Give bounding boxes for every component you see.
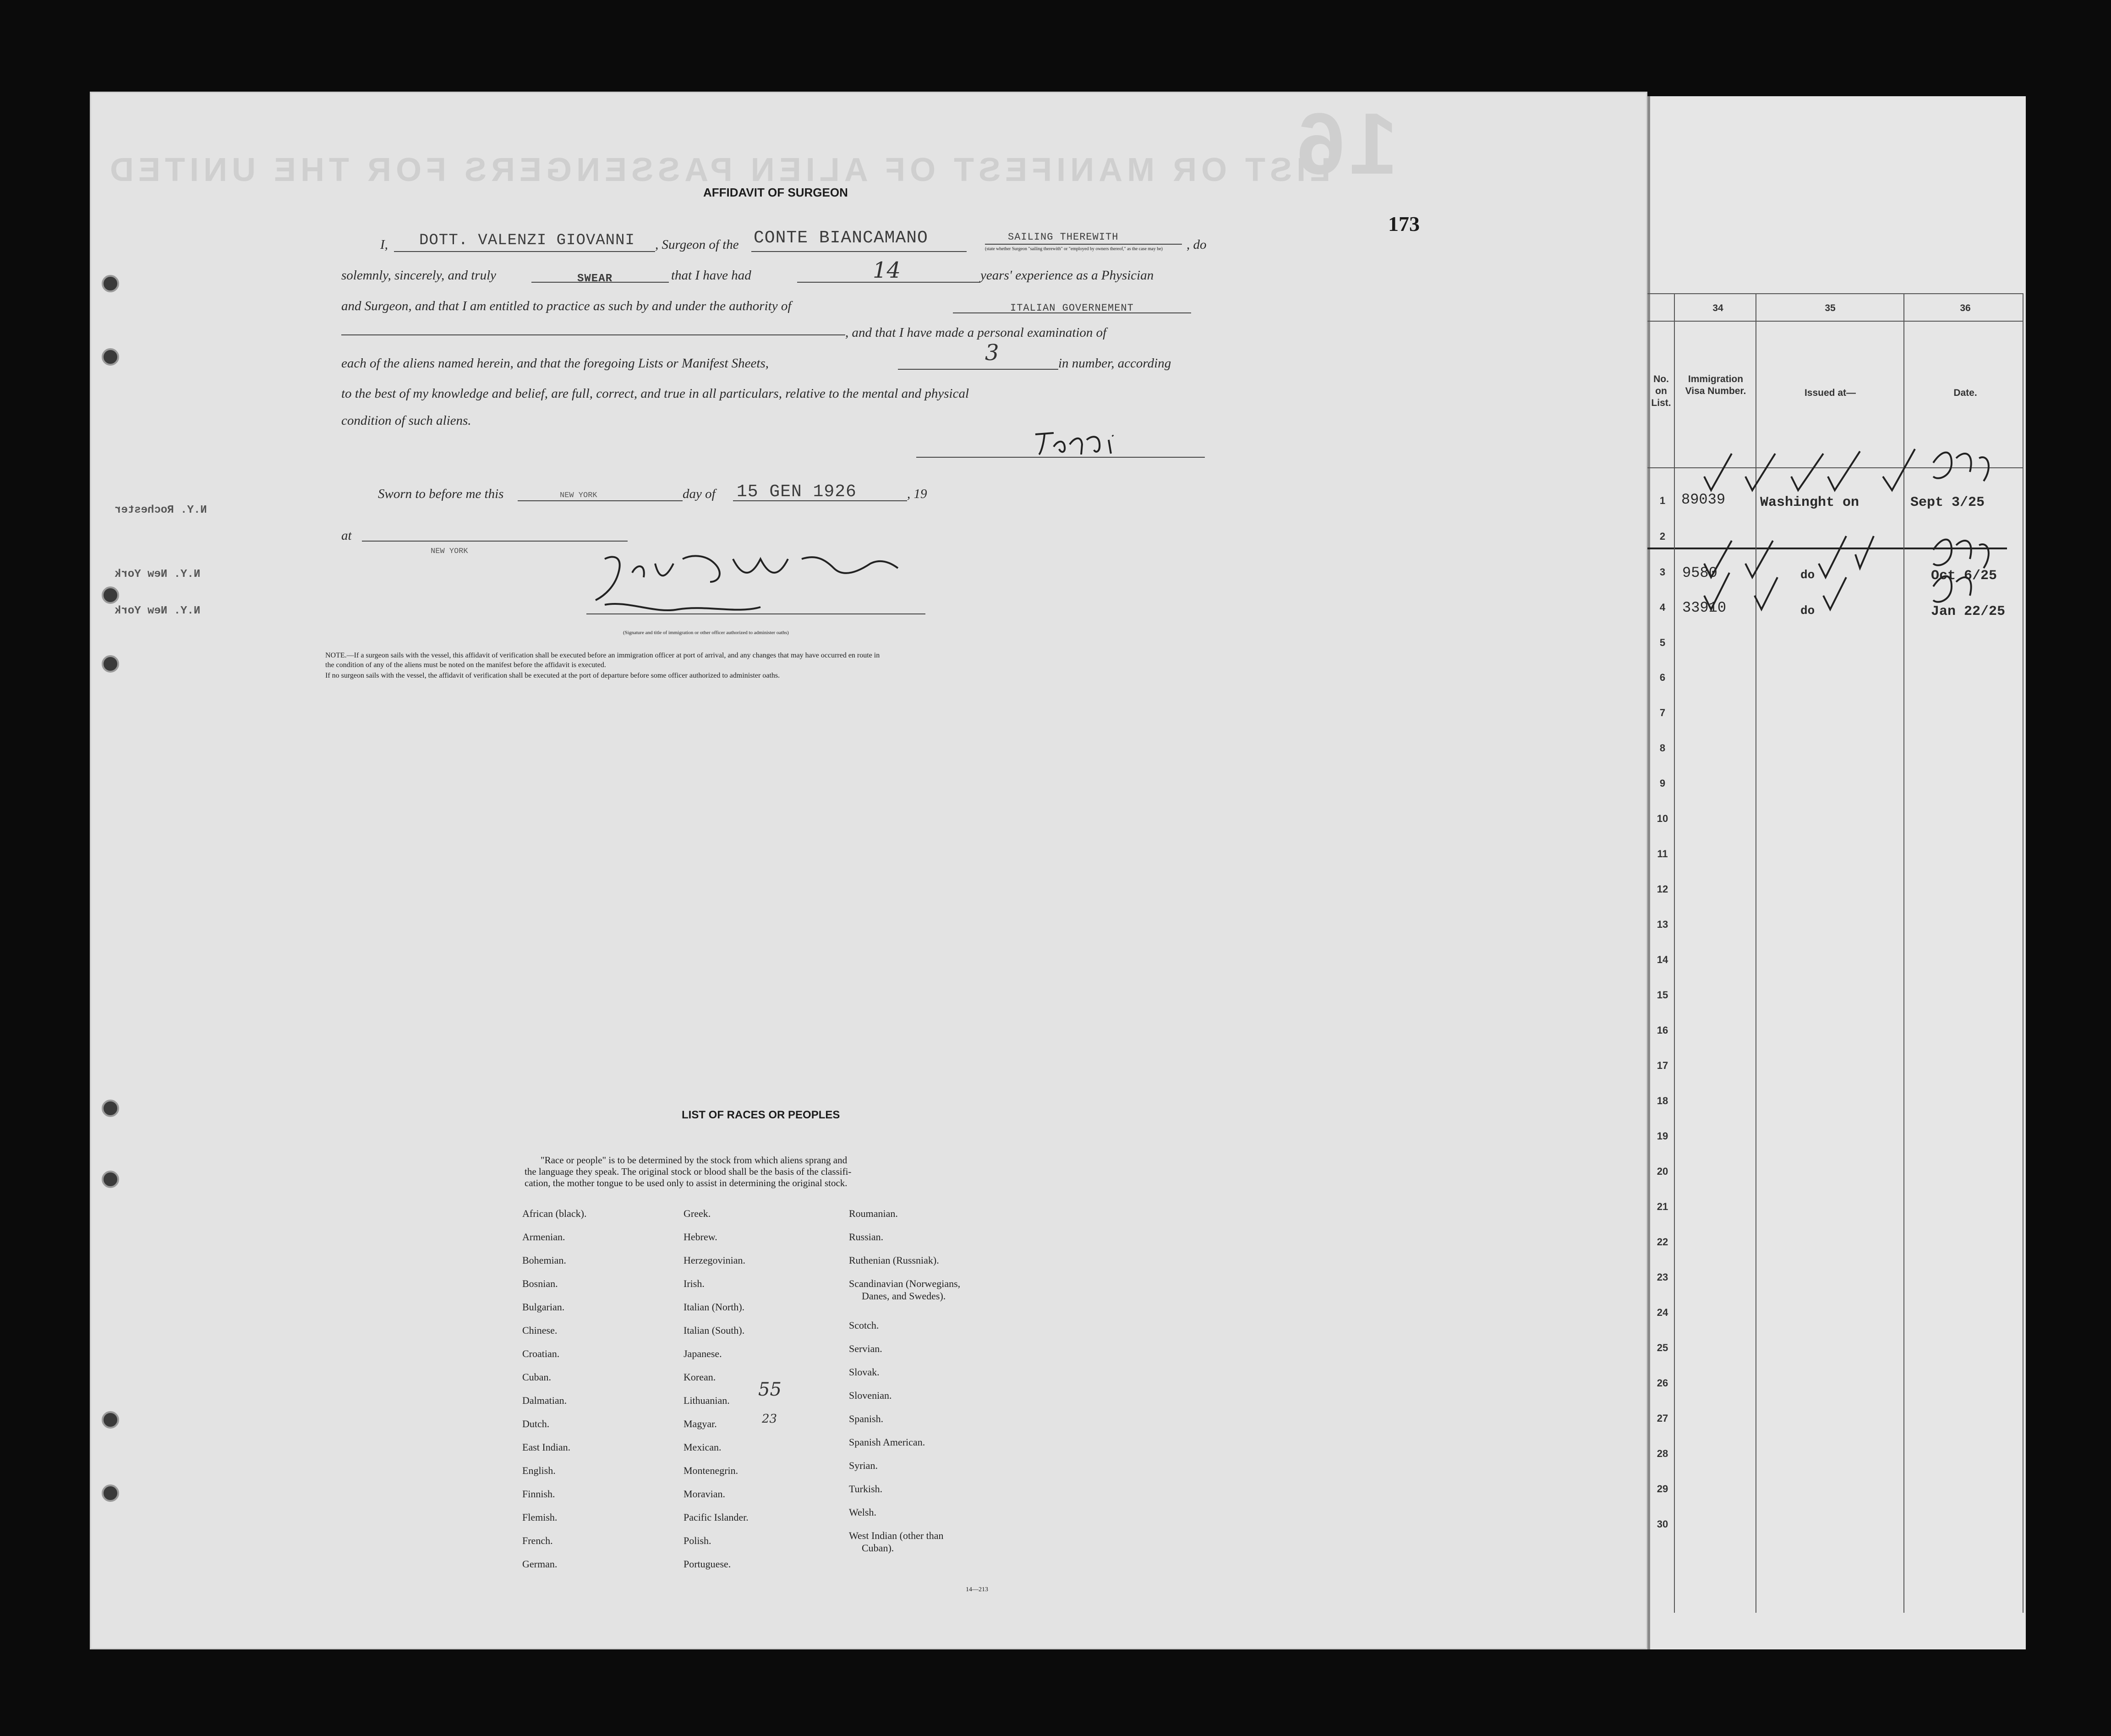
race-item: Russian. — [849, 1231, 884, 1243]
officer-caption: (Signature and title of immigration or other officer authorized to administer oaths) — [623, 630, 789, 635]
surgeon-signature — [916, 426, 1209, 463]
race-item: Japanese. — [684, 1348, 722, 1359]
issued-at: Washinght on — [1760, 495, 1859, 510]
race-item: Lithuanian. — [684, 1395, 730, 1406]
races-title: LIST OF RACES OR PEOPLES — [682, 1109, 840, 1121]
col-issued-header: Issued at— — [1804, 388, 1856, 398]
race-item: Spanish. — [849, 1413, 884, 1424]
table-rule — [1674, 293, 1675, 1613]
row-number: 19 — [1657, 1130, 1668, 1142]
punch-hole — [102, 348, 119, 366]
race-item: Servian. — [849, 1343, 882, 1354]
race-item: Scotch. — [849, 1320, 879, 1331]
years-line — [797, 282, 980, 283]
col-date-header: Date. — [1953, 388, 1977, 398]
race-item: Cuban). — [862, 1542, 894, 1554]
day-of-label: day of — [683, 487, 716, 501]
race-item: Slovenian. — [849, 1390, 892, 1401]
sailing-status-line — [985, 244, 1182, 245]
ship-name: CONTE BIANCAMANO — [754, 228, 928, 248]
races-intro-3: cation, the mother tongue to be used only to assist in determining the original stock. — [525, 1177, 848, 1188]
row-number: 10 — [1657, 813, 1668, 824]
ghost-title: LIST OR MANIFEST OF ALIEN PASSENGERS FOR THE UNITED — [105, 152, 1331, 188]
punch-hole — [102, 1411, 119, 1429]
row-number: 25 — [1657, 1342, 1668, 1353]
race-item: Dalmatian. — [522, 1395, 567, 1406]
row-number: 11 — [1657, 848, 1668, 860]
sworn-place-line — [518, 500, 683, 501]
race-item: Bohemian. — [522, 1254, 566, 1266]
issued-at: do — [1800, 604, 1815, 618]
visa-date: Jan 22/25 — [1931, 604, 2006, 619]
race-item: Bosnian. — [522, 1278, 558, 1289]
race-item: African (black). — [522, 1208, 587, 1219]
row-number: 23 — [1657, 1271, 1668, 1283]
oath-line — [531, 282, 669, 283]
row-number: 16 — [1657, 1024, 1668, 1036]
affidavit-line5a: each of the aliens named herein, and that the foregoing Lists or Manifest Sheets, — [341, 356, 769, 371]
race-item: Finnish. — [522, 1488, 555, 1500]
surgeon-name-line — [394, 251, 655, 252]
authority-line — [953, 312, 1191, 313]
bleed-text-c: N.Y. New York — [115, 605, 201, 617]
surgeon-of-label: , Surgeon of the — [655, 237, 739, 252]
race-item: Hebrew. — [684, 1231, 717, 1243]
oath-word: SWEAR — [577, 273, 613, 285]
race-item: Magyar. — [684, 1418, 717, 1429]
affidavit-line4: , and that I have made a personal examination of — [845, 325, 1107, 340]
affidavit-line5b: in number, according — [1058, 356, 1171, 371]
do-label: , do — [1187, 237, 1207, 252]
race-item: Italian (South). — [684, 1325, 745, 1336]
visa-date: Oct 6/25 — [1931, 568, 1997, 584]
race-item: Korean. — [684, 1371, 716, 1383]
col-no-header: No. on List. — [1651, 374, 1671, 408]
race-item: Herzegovinian. — [684, 1254, 745, 1266]
row-number: 30 — [1657, 1518, 1668, 1530]
row-number: 28 — [1657, 1448, 1668, 1459]
row-number: 12 — [1657, 883, 1668, 895]
row-number: 6 — [1659, 672, 1666, 683]
race-item: Welsh. — [849, 1506, 876, 1518]
race-item: East Indian. — [522, 1441, 571, 1453]
visa-number: 9580 — [1682, 564, 1717, 581]
races-intro-1: "Race or people" is to be determined by the stock from which aliens sprang and — [541, 1155, 848, 1166]
handwritten-note-a: 55 — [758, 1379, 782, 1400]
row-number: 17 — [1657, 1060, 1668, 1071]
sheet-count-line — [898, 369, 1058, 370]
race-item: Spanish American. — [849, 1436, 925, 1448]
row-number: 5 — [1659, 637, 1666, 648]
row-number: 27 — [1657, 1413, 1668, 1424]
table-rule — [1647, 321, 2023, 322]
row-number: 22 — [1657, 1236, 1668, 1248]
at-label: at — [341, 528, 352, 543]
row-number: 7 — [1659, 707, 1666, 718]
ship-name-line — [751, 251, 967, 252]
race-item: Moravian. — [684, 1488, 726, 1500]
race-item: Montenegrin. — [684, 1465, 738, 1476]
sailing-status: SAILING THEREWITH — [1008, 231, 1119, 243]
page-number: 173 — [1388, 212, 1420, 235]
row-number: 9 — [1659, 778, 1666, 789]
form-code: 14—213 — [966, 1586, 988, 1593]
race-item: Ruthenian (Russniak). — [849, 1254, 939, 1266]
punch-hole — [102, 1100, 119, 1117]
authority: ITALIAN GOVERNEMENT — [1010, 302, 1134, 314]
affidavit-line2c: years' experience as a Physician — [980, 268, 1154, 283]
visa-number: 33910 — [1682, 599, 1727, 616]
col-number-36: 36 — [1960, 303, 1971, 313]
race-item: Slovak. — [849, 1366, 880, 1378]
punch-hole — [102, 655, 119, 673]
issued-at: do — [1800, 568, 1815, 582]
visa-number: 89039 — [1681, 491, 1726, 508]
sworn-date-line — [733, 500, 907, 501]
race-item: Danes, and Swedes). — [862, 1290, 946, 1302]
col-number-34: 34 — [1712, 303, 1723, 313]
blank-line — [341, 334, 845, 335]
affidavit-line2a: solemnly, sincerely, and truly — [341, 268, 497, 283]
sworn-date: 15 GEN 1926 — [737, 482, 857, 502]
note-3: If no surgeon sails with the vessel, the affidavit of verification shall be executed at the port of departure before some officer authorized to administer oaths. — [325, 672, 780, 679]
race-item: Roumanian. — [849, 1208, 898, 1219]
surgeon-name: DOTT. VALENZI GIOVANNI — [419, 232, 635, 249]
affidavit-line2b: that I have had — [671, 268, 751, 283]
officer-signature — [586, 545, 944, 623]
row-number: 3 — [1659, 566, 1666, 578]
race-item: English. — [522, 1465, 556, 1476]
note-2: the condition of any of the aliens must be noted on the manifest before the affidavit is executed. — [325, 661, 606, 669]
row-number: 4 — [1659, 602, 1666, 613]
race-item: German. — [522, 1558, 558, 1570]
race-item: Portuguese. — [684, 1558, 731, 1570]
col-visa-header: Immigration Visa Number. — [1685, 374, 1746, 396]
row-number: 14 — [1657, 954, 1668, 965]
race-item: West Indian (other than — [849, 1530, 944, 1541]
at-line — [362, 541, 628, 542]
row-number: 1 — [1659, 495, 1666, 506]
sworn-label: Sworn to before me this — [378, 487, 504, 501]
row-number: 21 — [1657, 1201, 1668, 1212]
row-number: 24 — [1657, 1307, 1668, 1318]
row-number: 2 — [1659, 531, 1666, 542]
handwritten-note-b: 23 — [762, 1412, 777, 1426]
sworn-place: NEW YORK — [560, 491, 597, 500]
race-item: Flemish. — [522, 1511, 558, 1523]
race-item: Pacific Islander. — [684, 1511, 749, 1523]
row-number: 26 — [1657, 1377, 1668, 1389]
check-marks — [1677, 440, 2025, 632]
row-number: 29 — [1657, 1483, 1668, 1495]
race-item: Armenian. — [522, 1231, 565, 1243]
visa-date: Sept 3/25 — [1910, 495, 1985, 510]
race-item: Polish. — [684, 1535, 711, 1546]
race-item: Cuban. — [522, 1371, 551, 1383]
row-number: 20 — [1657, 1166, 1668, 1177]
race-item: Greek. — [684, 1208, 711, 1219]
race-item: Italian (North). — [684, 1301, 745, 1313]
race-item: Scandinavian (Norwegians, — [849, 1278, 961, 1289]
row-number: 18 — [1657, 1095, 1668, 1106]
race-item: Chinese. — [522, 1325, 558, 1336]
race-item: Mexican. — [684, 1441, 722, 1453]
race-item: French. — [522, 1535, 553, 1546]
punch-hole — [102, 1171, 119, 1188]
race-item: Bulgarian. — [522, 1301, 565, 1313]
affidavit-i: I, — [380, 237, 388, 252]
race-item: Syrian. — [849, 1460, 878, 1471]
sheet-count: 3 — [985, 340, 999, 366]
row-number: 8 — [1659, 742, 1666, 754]
punch-hole — [102, 586, 119, 604]
race-item: Irish. — [684, 1278, 705, 1289]
race-item: Dutch. — [522, 1418, 550, 1429]
at-place: NEW YORK — [431, 547, 468, 556]
ghost-sheet-number: 16 — [1292, 95, 1398, 192]
races-intro-2: the language they speak. The original stock or blood shall be the basis of the classifi- — [525, 1166, 852, 1177]
manifest-sheet-right — [1647, 96, 2026, 1649]
affidavit-line7: condition of such aliens. — [341, 413, 471, 428]
punch-hole — [102, 275, 119, 292]
years-experience: 14 — [873, 257, 901, 283]
affidavit-line6: to the best of my knowledge and belief, are full, correct, and true in all particulars, relative to the mental and physical — [341, 386, 969, 401]
note-1: NOTE.—If a surgeon sails with the vessel, this affidavit of verification shall be executed before an immigration officer at port of arrival, and any changes that may have occurred en route in — [325, 652, 880, 659]
table-rule — [1647, 293, 2023, 294]
row-number: 13 — [1657, 919, 1668, 930]
affidavit-title: AFFIDAVIT OF SURGEON — [703, 186, 848, 199]
punch-hole — [102, 1484, 119, 1502]
race-item: Turkish. — [849, 1483, 883, 1495]
affidavit-line3: and Surgeon, and that I am entitled to practice as such by and under the authority of — [341, 299, 792, 313]
race-item: Croatian. — [522, 1348, 560, 1359]
bleed-text-a: N.Y. Rochester — [115, 504, 207, 516]
col-number-35: 35 — [1825, 303, 1836, 313]
row-number: 15 — [1657, 989, 1668, 1001]
year-prefix: , 19 — [907, 487, 927, 501]
sailing-note: (state whether Surgeon "sailing therewith" or "employed by owners thereof," as the case may be) — [985, 246, 1163, 252]
bleed-text-b: N.Y. New York — [115, 568, 201, 580]
